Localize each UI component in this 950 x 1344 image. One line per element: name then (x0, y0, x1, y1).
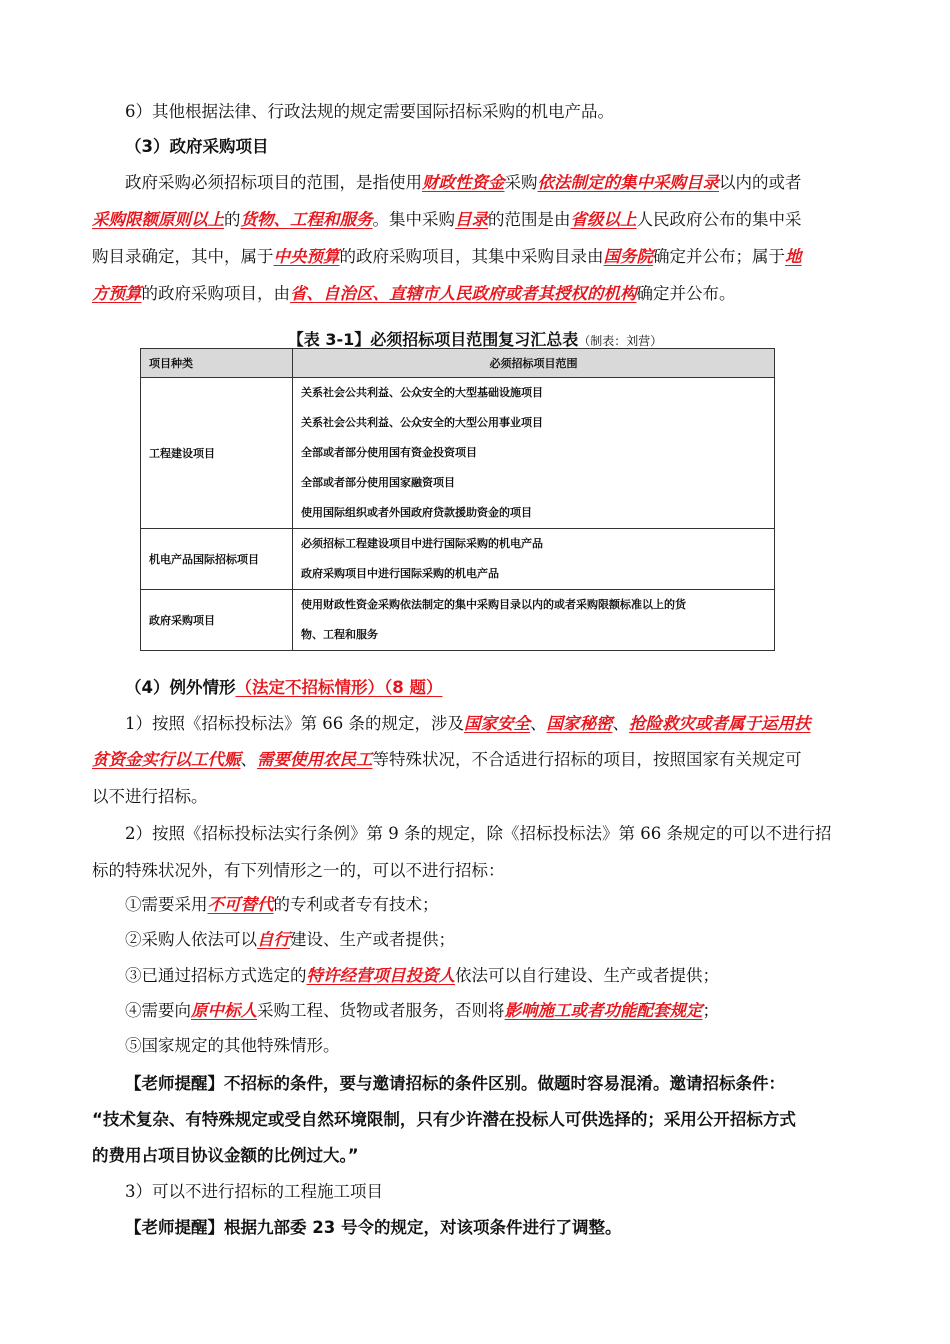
keyword: 影响施工或者功能配套规定 (504, 1001, 703, 1020)
keyword: 中央预算 (273, 247, 340, 266)
text: 采购工程、货物或者服务，否则将 (257, 1001, 505, 1020)
text: 1）按照《招标投标法》第 66 条的规定，涉及 (125, 714, 464, 733)
section-heading-3: （3）政府采购项目 (125, 137, 269, 156)
text: 、 (529, 714, 547, 733)
list-item-3 (125, 965, 895, 987)
text: ①需要采用 (125, 895, 208, 914)
column-header: 项目种类 (141, 349, 293, 378)
text: 确定并公布。 (636, 284, 736, 303)
teacher-note-line-3: 的费用占项目协议金额的比例过大。” (92, 1146, 359, 1165)
keyword: 财政性资金 (422, 173, 505, 192)
keyword: 方预算 (92, 284, 142, 303)
text: 人民政府公布的集中采 (636, 210, 802, 229)
table-cell-type: 政府采购项目 (141, 590, 293, 651)
text: 的 (224, 210, 241, 229)
scope-table (140, 348, 775, 651)
gov-paragraph-line-3 (92, 246, 862, 268)
text: 购目录确定，其中，属于 (92, 247, 274, 266)
text: 。集中采购 (372, 210, 455, 229)
text: 政府采购必须招标项目的范围，是指使用 (125, 173, 422, 192)
text: 、 (240, 750, 257, 769)
scope-item: 政府采购项目中进行国际采购的机电产品 (301, 567, 499, 580)
text: 建设、生产或者提供； (290, 930, 455, 949)
text: 以内的或者 (719, 173, 802, 192)
heading-text: （4）例外情形 (125, 678, 236, 697)
keyword: 省级以上 (570, 210, 637, 229)
scope-item: 使用国际组织或者外国政府贷款援助资金的项目 (301, 506, 532, 519)
scope-item: 必须招标工程建设项目中进行国际采购的机电产品 (301, 537, 543, 550)
exception-2-line-2: 标的特殊状况外，有下列情形之一的，可以不进行招标： (92, 861, 505, 880)
gov-paragraph-line-4 (92, 283, 862, 305)
text: 采购 (504, 173, 538, 192)
list-item-2 (125, 929, 895, 951)
text: 等特殊状况，不合适进行招标的项目，按照国家有关规定可 (372, 750, 802, 769)
text: ； (702, 1001, 719, 1020)
table-author-note: （制表：刘营） (578, 334, 663, 348)
text: 的范围是由 (488, 210, 571, 229)
text: 、 (612, 714, 629, 733)
keyword: 抢险救灾或者属于运用扶 (628, 714, 811, 733)
scope-item: 全部或者部分使用国家融资项目 (301, 476, 455, 489)
text: 的专利或者专有技术； (273, 895, 439, 914)
keyword: 需要使用农民工 (257, 750, 373, 769)
keyword: 贫资金实行以工代赈 (92, 750, 241, 769)
teacher-note-line-1: 【老师提醒】不招标的条件，要与邀请招标的条件区别。做题时容易混淆。邀请招标条件： (125, 1074, 785, 1093)
keyword: 地 (785, 247, 802, 266)
paragraph-item-3: 3）可以不进行招标的工程施工项目 (125, 1182, 383, 1201)
table-cell-scope (293, 590, 775, 651)
keyword: 原中标人 (191, 1001, 257, 1020)
text: 的政府采购项目，由 (141, 284, 290, 303)
scope-item: 物、工程和服务 (301, 628, 378, 641)
text: ②采购人依法可以 (125, 930, 257, 949)
gov-paragraph-line-2 (92, 209, 862, 231)
keyword: 国务院 (603, 247, 653, 266)
table-cell-scope (293, 529, 775, 590)
table-row (141, 529, 775, 590)
keyword: 特许经营项目投资人 (306, 966, 455, 985)
heading-note: （法定不招标情形）（8 题） (235, 678, 443, 697)
list-item-4 (125, 1000, 895, 1022)
keyword: 国家安全 (463, 714, 530, 733)
teacher-note-line-2: “技术复杂、有特殊规定或受自然环境限制，只有少许潜在投标人可供选择的；采用公开招标方式 (92, 1110, 796, 1129)
table-cell-type: 机电产品国际招标项目 (141, 529, 293, 590)
table-cell-scope (293, 378, 775, 529)
column-header: 必须招标项目范围 (293, 349, 775, 378)
gov-paragraph-line-1 (125, 172, 895, 194)
table-row (141, 378, 775, 529)
section-heading-4 (125, 677, 895, 699)
keyword: 目录 (455, 210, 488, 229)
scope-item: 关系社会公共利益、公众安全的大型公用事业项目 (301, 416, 543, 429)
table-caption (0, 327, 950, 350)
table-header-row (141, 349, 775, 378)
keyword: 货物、工程和服务 (240, 210, 373, 229)
list-item-1 (125, 894, 895, 916)
exception-1-line-3: 以不进行招标。 (92, 787, 208, 806)
exception-1-line-1 (125, 713, 895, 735)
text: 确定并公布；属于 (653, 247, 785, 266)
scope-item: 全部或者部分使用国有资金投资项目 (301, 446, 477, 459)
keyword: 依法制定的集中采购目录 (537, 173, 719, 192)
scope-item: 使用财政性资金采购依法制定的集中采购目录以内的或者采购限额标准以上的货 (301, 598, 686, 611)
keyword: 自行 (257, 930, 290, 949)
keyword: 国家秘密 (546, 714, 613, 733)
text: 依法可以自行建设、生产或者提供； (455, 966, 719, 985)
table-cell-type: 工程建设项目 (141, 378, 293, 529)
text: 的政府采购项目，其集中采购目录由 (339, 247, 604, 266)
keyword: 省、自治区、直辖市人民政府或者其授权的机构 (290, 284, 637, 303)
exception-2-line-1: 2）按照《招标投标法实行条例》第 9 条的规定，除《招标投标法》第 66 条规定的可以不进行招 (125, 824, 832, 843)
exception-1-line-2 (92, 749, 862, 771)
keyword: 采购限额原则以上 (92, 210, 224, 229)
text: ④需要向 (125, 1001, 191, 1020)
text: ③已通过招标方式选定的 (125, 966, 307, 985)
scope-item: 关系社会公共利益、公众安全的大型基础设施项目 (301, 386, 543, 399)
keyword: 不可替代 (207, 895, 274, 914)
paragraph-item-6: 6）其他根据法律、行政法规的规定需要国际招标采购的机电产品。 (125, 102, 614, 121)
teacher-note-2: 【老师提醒】根据九部委 23 号令的规定，对该项条件进行了调整。 (125, 1218, 622, 1237)
table-title: 【表 3-1】必须招标项目范围复习汇总表 (287, 330, 579, 349)
list-item-5: ⑤国家规定的其他特殊情形。 (125, 1036, 340, 1055)
table-row (141, 590, 775, 651)
